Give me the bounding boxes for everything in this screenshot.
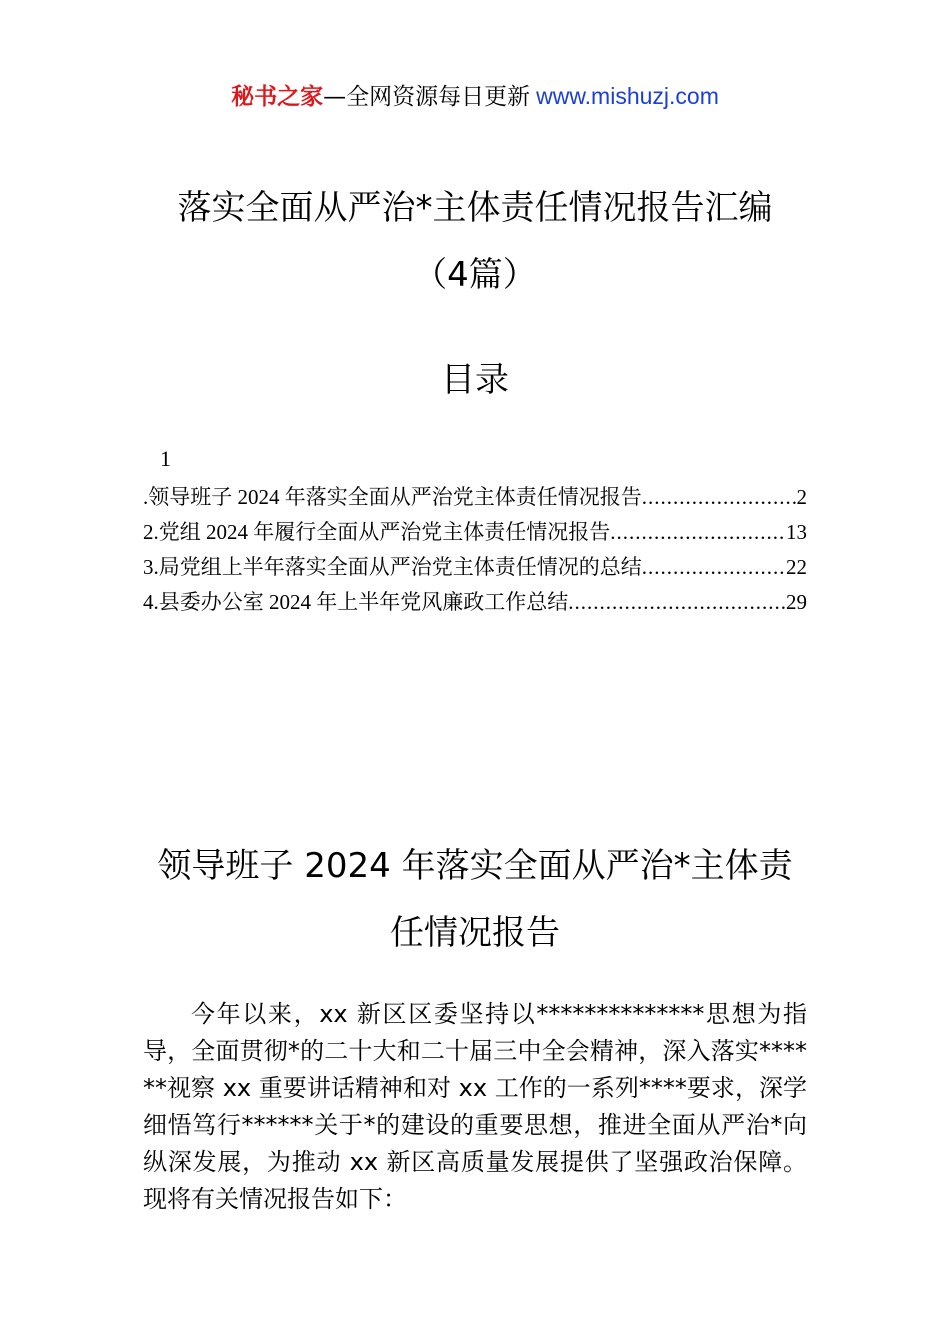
toc-item-title: 4.县委办公室 2024 年上半年党风廉政工作总结 — [143, 590, 569, 614]
toc-item-title: 2.党组 2024 年履行全面从严治党主体责任情况报告 — [143, 520, 611, 544]
toc-item-page: 22 — [786, 555, 807, 579]
section-title-continued: 任情况报告 — [390, 913, 560, 953]
site-banner — [0, 80, 950, 113]
site-url-link[interactable]: www.mishuzj.com — [536, 83, 719, 109]
body-paragraph: 今年以来，xx 新区区委坚持以**************思想为指导，全面贯彻*的二十大和二十届三中全会精神，深入落实******视察 xx 重要讲话精神和对 xx 工作的一系列****要求，深学细悟笃行******关于*的建设的重要思想，推进全面从严治*向纵深发展，为推动 xx 新区高质量发展提供了坚强政治保障。现将有关情况报告如下： — [143, 1000, 807, 1213]
toc-leader-dots — [568, 585, 786, 620]
toc-item-page: 13 — [786, 520, 807, 544]
toc-item-page: 2 — [796, 485, 807, 509]
toc-item[interactable] — [143, 480, 807, 515]
toc-leader-dots — [610, 515, 786, 550]
toc-leader-dots — [642, 480, 797, 515]
section-title: 领导班子 2024 年落实全面从严治*主体责 — [157, 846, 793, 886]
table-of-contents — [143, 480, 807, 620]
toc-item-title: 3.局党组上半年落实全面从严治党主体责任情况的总结 — [143, 555, 642, 579]
site-tagline: —全网资源每日更新 — [323, 84, 531, 110]
toc-item-page: 29 — [786, 590, 807, 614]
toc-number: 1 — [160, 446, 171, 471]
document-title: 落实全面从严治*主体责任情况报告汇编 — [177, 188, 773, 228]
toc-leader-dots — [642, 550, 786, 585]
toc-item-title: .领导班子 2024 年落实全面从严治党主体责任情况报告 — [143, 485, 642, 509]
toc-item[interactable] — [143, 585, 807, 620]
document-title-count: （4篇） — [413, 255, 537, 295]
site-brand: 秘书之家 — [231, 84, 324, 110]
toc-heading: 目录 — [441, 360, 509, 400]
toc-item[interactable] — [143, 550, 807, 585]
toc-item[interactable] — [143, 515, 807, 550]
